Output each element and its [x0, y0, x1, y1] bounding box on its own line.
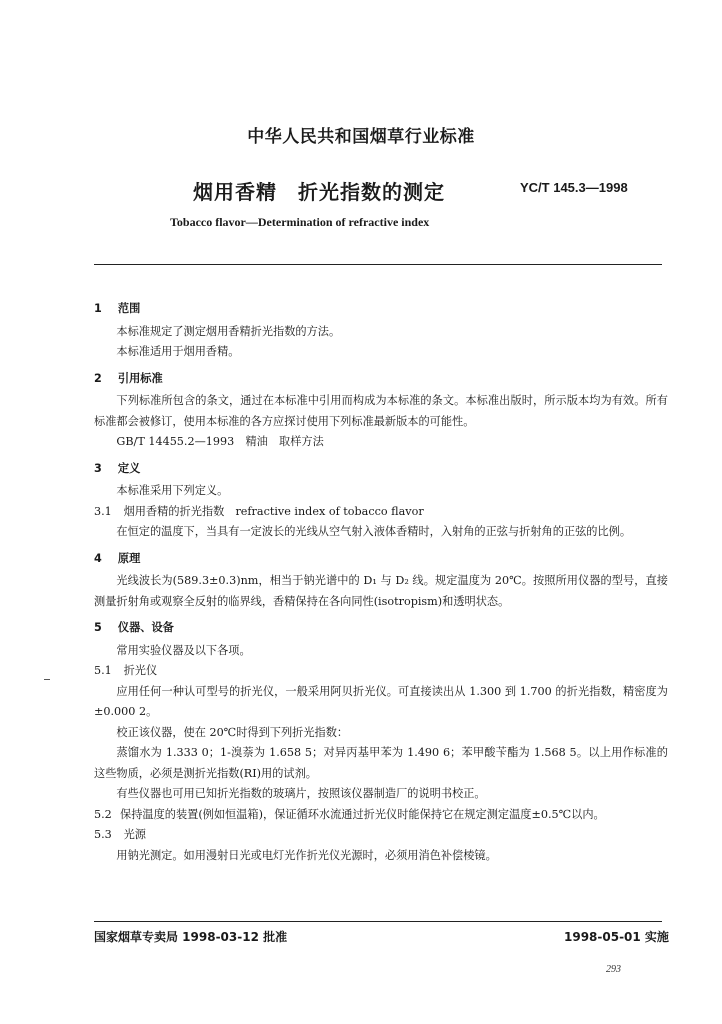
margin-tick	[44, 679, 50, 680]
page-number: 293	[606, 964, 621, 975]
subsection-heading-5-3	[94, 825, 668, 846]
section-number: 1	[94, 302, 102, 315]
document-title-en: Tobacco flavor—Determination of refractive index	[170, 215, 430, 229]
section-heading-5	[94, 618, 668, 639]
section-title: 范围	[117, 302, 141, 315]
standard-category-title: 中华人民共和国烟草行业标准	[247, 127, 475, 147]
paragraph: 本标准采用下列定义。	[116, 484, 229, 497]
paragraph: 下列标准所包含的条文，通过在本标准中引用而构成为本标准的条文。本标准出版时，所示版本均为有效。所有标准都会被修订，使用本标准的各方应探讨使用下列标准最新版本的可能性。	[94, 394, 668, 428]
paragraph: 蒸馏水为 1.333 0；1-溴萘为 1.658 5；对异丙基甲苯为 1.490 6；苯甲酸苄酯为 1.568 5。以上用作标准的这些物质，必须是测折光指数(RI)用的试剂。	[94, 746, 668, 780]
document-title-cn: 烟用香精 折光指数的测定	[193, 180, 445, 204]
subsection-title: 折光仪	[123, 664, 158, 677]
section-heading-1	[94, 299, 668, 320]
subsection-title: 光源	[123, 828, 146, 841]
section-title: 仪器、设备	[117, 621, 174, 634]
paragraph: 有些仪器也可用已知折光指数的玻璃片，按照该仪器制造厂的说明书校正。	[116, 787, 486, 800]
subsection-5-2	[94, 805, 668, 826]
paragraph: 常用实验仪器及以下各项。	[116, 643, 251, 657]
footer-divider	[94, 921, 662, 922]
paragraph: 光线波长为(589.3±0.3)nm，相当于钠光谱中的 D₁ 与 D₂ 线。规定温度为 20℃。按照所用仪器的型号，直接测量折射角或观察全反射的临界线，香精保持在各向同性(isotropism)和透明状态。	[94, 574, 668, 608]
section-number: 2	[94, 371, 102, 385]
standard-code: YC/T 145.3—1998	[520, 180, 628, 195]
section-title: 定义	[117, 461, 141, 475]
subsection-heading-3-1	[94, 502, 668, 523]
paragraph: 校正该仪器，使在 20℃时得到下列折光指数：	[116, 725, 349, 739]
normative-reference: GB/T 14455.2—1993 精油 取样方法	[116, 435, 324, 448]
document-body	[94, 293, 668, 866]
section-number: 5	[94, 621, 102, 634]
section-number: 3	[94, 461, 102, 475]
subsection-heading-5-1	[94, 661, 668, 682]
paragraph: 本标准适用于烟用香精。	[116, 345, 240, 358]
subsection-number: 5.1	[94, 664, 112, 677]
section-title: 引用标准	[117, 371, 163, 385]
subsection-number: 5.3	[94, 828, 112, 841]
paragraph: 本标准规定了测定烟用香精折光指数的方法。	[116, 324, 341, 338]
effective-date: 1998-05-01 实施	[564, 930, 669, 944]
section-title: 原理	[117, 551, 141, 565]
section-heading-3	[94, 459, 668, 480]
paragraph: 应用任何一种认可型号的折光仪，一般采用阿贝折光仪。可直接读出从 1.300 到 1.700 的折光指数，精密度为±0.000 2。	[94, 684, 668, 718]
paragraph: 用钠光测定。如用漫射日光或电灯光作折光仪光源时，必须用消色补偿棱镜。	[116, 848, 497, 862]
section-heading-4	[94, 549, 668, 570]
definition-paragraph: 在恒定的温度下，当具有一定波长的光线从空气射入液体香精时，入射角的正弦与折射角的正弦的比例。	[116, 525, 632, 538]
approval-line: 国家烟草专卖局 1998-03-12 批准	[94, 930, 288, 944]
section-heading-2	[94, 369, 668, 390]
header-divider	[94, 264, 662, 265]
subsection-number: 3.1	[94, 504, 112, 518]
subsection-text: 保持温度的装置(例如恒温箱)，保证循环水流通过折光仪时能保持它在规定测定温度±0.5℃以内。	[120, 807, 605, 821]
subsection-title: 烟用香精的折光指数 refractive index of tobacco flavor	[123, 504, 424, 518]
subsection-number: 5.2	[94, 807, 112, 821]
section-number: 4	[94, 551, 102, 565]
